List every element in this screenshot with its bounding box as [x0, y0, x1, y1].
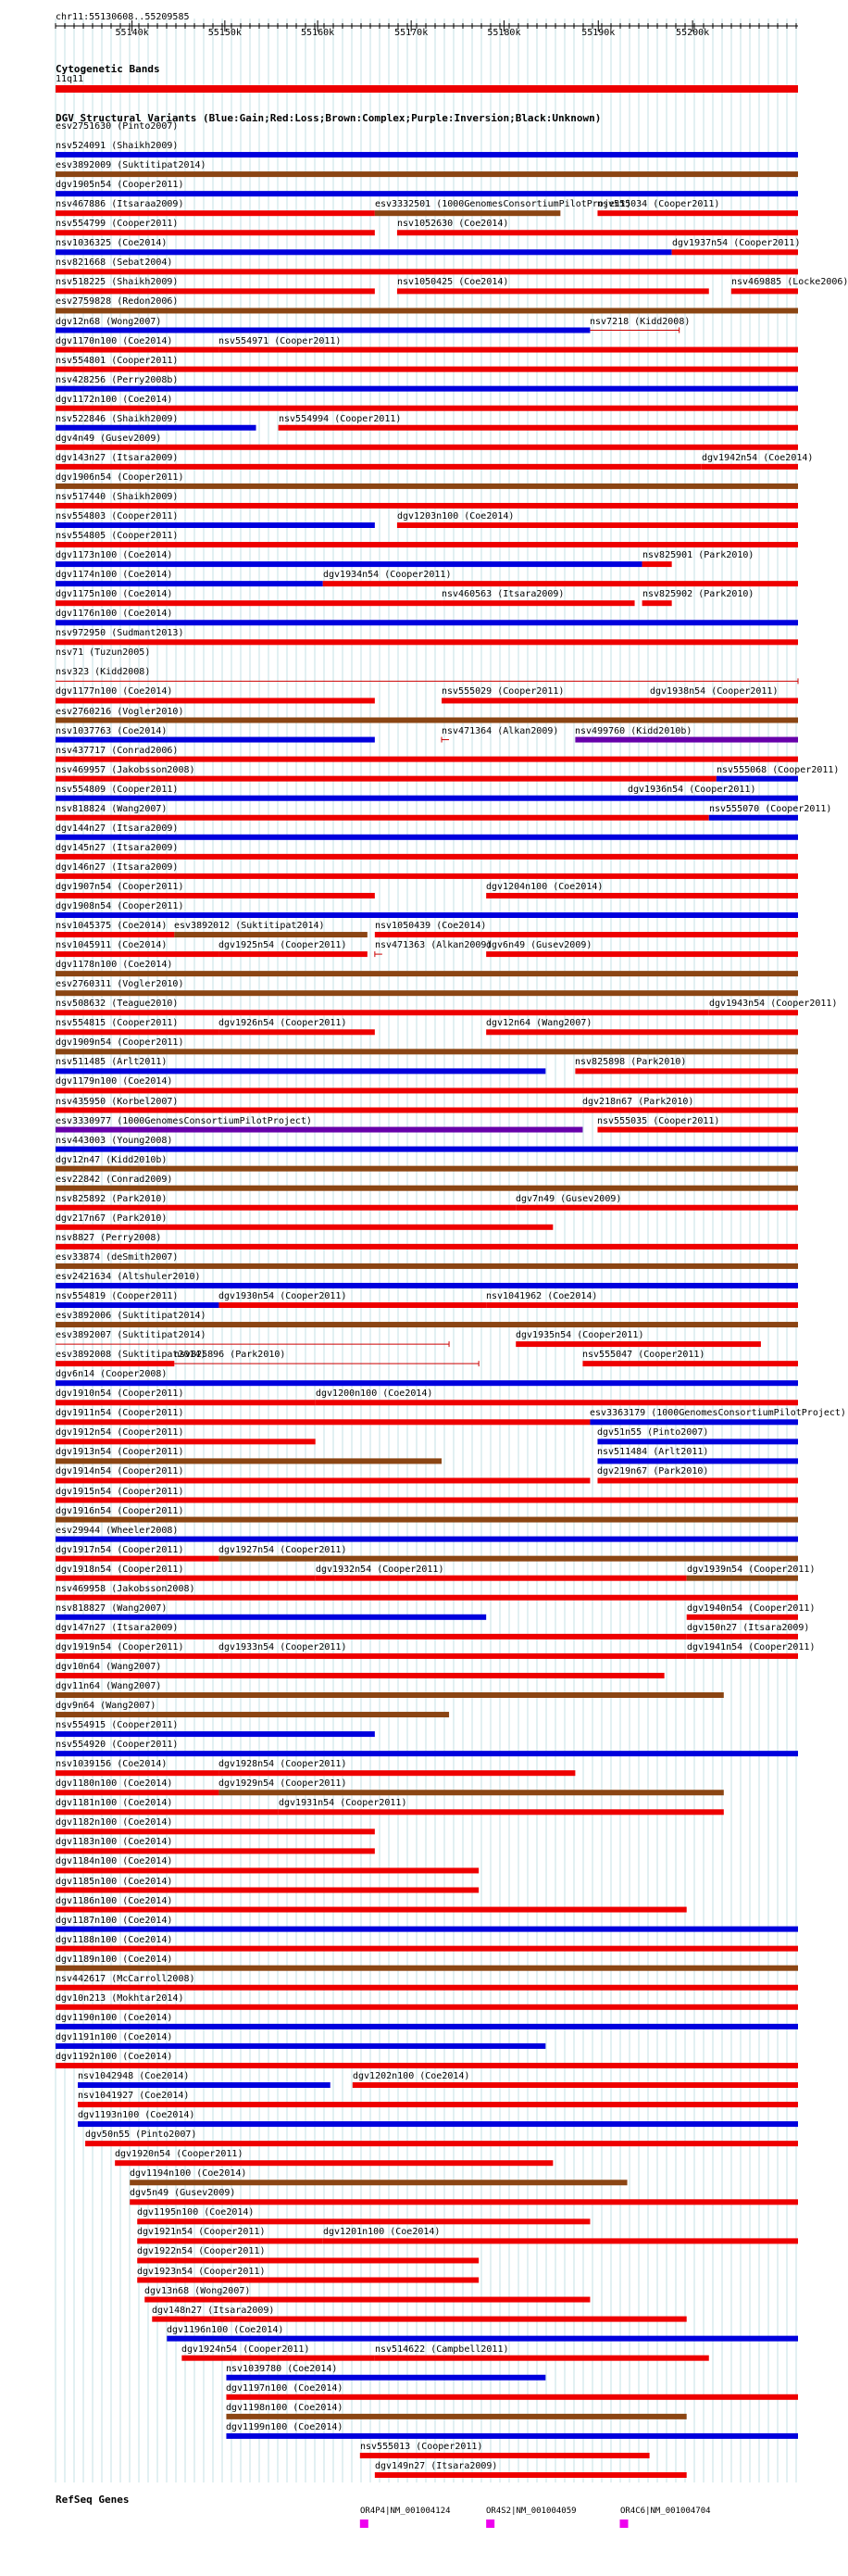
variant-label: dgv51n55 (Pinto2007) — [597, 1427, 709, 1438]
variant-label: dgv1203n100 (Coe2014) — [397, 511, 515, 521]
variant-label: nsv518225 (Shaikh2009) — [56, 277, 179, 287]
variant-label: dgv1920n54 (Cooper2011) — [115, 2149, 243, 2159]
variant-label: nsv825898 (Park2010) — [575, 1057, 687, 1067]
variant-label: dgv1191n100 (Coe2014) — [56, 2032, 173, 2042]
variant-label: nsv469957 (Jakobsson2008) — [56, 765, 195, 775]
variant-label: dgv1936n54 (Cooper2011) — [628, 785, 756, 795]
variant-label: dgv1941n54 (Cooper2011) — [687, 1642, 816, 1652]
variant-label: dgv148n27 (Itsara2009) — [152, 2306, 275, 2316]
variant-label: nsv821668 (Sebat2004) — [56, 258, 173, 268]
variant-label: dgv1937n54 (Cooper2011) — [672, 238, 801, 248]
variant-label: dgv50n55 (Pinto2007) — [85, 2130, 197, 2140]
variant-label: nsv825892 (Park2010) — [56, 1194, 168, 1204]
variant-label: nsv818827 (Wang2007) — [56, 1603, 168, 1614]
variant-label: dgv12n47 (Kidd2010b) — [56, 1155, 168, 1165]
ruler-tick-label: 55160k — [301, 28, 335, 38]
refseq-title: RefSeq Genes — [56, 2494, 130, 2506]
variant-label: nsv511484 (Arlt2011) — [597, 1447, 709, 1457]
variant-label: nsv467886 (Itsaraa2009) — [56, 199, 184, 209]
variant-label: nsv1036325 (Coe2014) — [56, 238, 168, 248]
variant-label: nsv554801 (Cooper2011) — [56, 356, 179, 366]
ruler-tick-label: 55170k — [394, 28, 429, 38]
variant-label: nsv554994 (Cooper2011) — [279, 414, 402, 424]
ruler-tick-label: 55150k — [207, 28, 242, 38]
variant-label: dgv1190n100 (Coe2014) — [56, 2013, 173, 2023]
variant-label: nsv554920 (Cooper2011) — [56, 1740, 179, 1750]
variant-label: nsv71 (Tuzun2005) — [56, 647, 151, 658]
variant-label: nsv443003 (Young2008) — [56, 1136, 173, 1146]
gene-label: OR4C6|NM_001004704 — [620, 2507, 711, 2516]
variant-label: dgv1925n54 (Cooper2011) — [218, 940, 347, 950]
variant-label: nsv818824 (Wang2007) — [56, 804, 168, 814]
variant-label: nsv435950 (Korbel2007) — [56, 1097, 179, 1107]
variant-label: dgv6n49 (Gusev2009) — [486, 940, 592, 950]
variant-label: esv3892008 (Suktitipat2014) — [56, 1350, 206, 1360]
variant-label: esv33874 (deSmith2007) — [56, 1252, 179, 1263]
variant-label: nsv554819 (Cooper2011) — [56, 1291, 179, 1301]
variant-label: nsv1045911 (Coe2014) — [56, 940, 168, 950]
variant-label: esv3892009 (Suktitipat2014) — [56, 160, 206, 170]
variant-label: nsv554815 (Cooper2011) — [56, 1018, 179, 1028]
variant-label: nsv554805 (Cooper2011) — [56, 531, 179, 541]
variant-label: dgv218n67 (Park2010) — [582, 1097, 694, 1107]
variant-label: nsv517440 (Shaikh2009) — [56, 492, 179, 502]
variant-label: nsv460563 (Itsara2009) — [442, 589, 565, 599]
variant-label: dgv1915n54 (Cooper2011) — [56, 1487, 184, 1497]
variant-label: nsv511485 (Arlt2011) — [56, 1057, 168, 1067]
variant-label: dgv6n14 (Cooper2008) — [56, 1369, 168, 1379]
variant-label: esv3892012 (Suktitipat2014) — [174, 921, 325, 931]
variant-label: dgv1926n54 (Cooper2011) — [218, 1018, 347, 1028]
variant-label: nsv555070 (Cooper2011) — [709, 804, 832, 814]
variant-label: dgv1193n100 (Coe2014) — [78, 2110, 195, 2120]
variant-label: dgv1924n54 (Cooper2011) — [181, 2344, 310, 2355]
variant-label: dgv1911n54 (Cooper2011) — [56, 1408, 184, 1418]
variant-label: nsv428256 (Perry2008b) — [56, 375, 179, 385]
variant-label: dgv1192n100 (Coe2014) — [56, 2052, 173, 2062]
variant-label: nsv555035 (Cooper2011) — [597, 1116, 720, 1126]
variant-label: nsv825902 (Park2010) — [642, 589, 754, 599]
variant-label: nsv555029 (Cooper2011) — [442, 686, 565, 697]
variant-label: dgv1195n100 (Coe2014) — [137, 2207, 255, 2218]
variant-label: nsv555047 (Cooper2011) — [582, 1350, 705, 1360]
variant-label: dgv146n27 (Itsara2009) — [56, 862, 179, 873]
variant-label: nsv554915 (Cooper2011) — [56, 1720, 179, 1730]
variant-label: dgv12n64 (Wang2007) — [486, 1018, 592, 1028]
ruler-tick-label: 55200k — [676, 28, 710, 38]
cytoband-label: 11q11 — [56, 74, 84, 84]
variant-label: dgv1927n54 (Cooper2011) — [218, 1545, 347, 1555]
variant-label: dgv7n49 (Gusev2009) — [516, 1194, 622, 1204]
variant-label: nsv1045375 (Coe2014) — [56, 921, 168, 931]
variant-label: nsv469958 (Jakobsson2008) — [56, 1584, 195, 1594]
variant-label: dgv219n67 (Park2010) — [597, 1466, 709, 1476]
variant-label: dgv1931n54 (Cooper2011) — [279, 1798, 407, 1808]
variant-label: dgv1942n54 (Coe2014) — [702, 453, 814, 463]
variant-label: esv3363179 (1000GenomesConsortiumPilotProject) — [590, 1408, 846, 1418]
variant-label: dgv1938n54 (Cooper2011) — [650, 686, 779, 697]
variant-label: dgv1177n100 (Coe2014) — [56, 686, 173, 697]
variant-label: dgv143n27 (Itsara2009) — [56, 453, 179, 463]
variant-label: nsv554803 (Cooper2011) — [56, 511, 179, 521]
variant-label: dgv1170n100 (Coe2014) — [56, 336, 173, 346]
ruler-tick-label: 55140k — [115, 28, 149, 38]
variant-label: nsv508632 (Teague2010) — [56, 999, 179, 1009]
variant-label: dgv13n68 (Wong2007) — [144, 2286, 251, 2296]
variant-label: nsv555013 (Cooper2011) — [360, 2442, 483, 2452]
variant-label: esv3892007 (Suktitipat2014) — [56, 1330, 206, 1340]
variant-label: dgv1940n54 (Cooper2011) — [687, 1603, 816, 1614]
variant-label: dgv1919n54 (Cooper2011) — [56, 1642, 184, 1652]
variant-label: dgv1912n54 (Cooper2011) — [56, 1427, 184, 1438]
variant-label: dgv9n64 (Wang2007) — [56, 1701, 156, 1711]
variant-label: dgv217n67 (Park2010) — [56, 1213, 168, 1224]
variant-label: dgv1185n100 (Coe2014) — [56, 1877, 173, 1887]
variant-label: nsv555034 (Cooper2011) — [597, 199, 720, 209]
variant-label: dgv1906n54 (Cooper2011) — [56, 472, 184, 483]
variant-label: dgv10n213 (Mokhtar2014) — [56, 1993, 184, 2004]
variant-label: nsv1037763 (Coe2014) — [56, 726, 168, 736]
variant-label: dgv1907n54 (Cooper2011) — [56, 882, 184, 892]
gene-label: OR4S2|NM_001004059 — [486, 2507, 577, 2516]
variant-label: dgv1922n54 (Cooper2011) — [137, 2246, 266, 2256]
variant-label: dgv1916n54 (Cooper2011) — [56, 1506, 184, 1516]
variant-label: dgv1918n54 (Cooper2011) — [56, 1564, 184, 1575]
variant-label: dgv1929n54 (Cooper2011) — [218, 1778, 347, 1789]
variant-label: dgv1196n100 (Coe2014) — [167, 2325, 284, 2335]
variant-label: dgv1188n100 (Coe2014) — [56, 1935, 173, 1945]
dgv-title: DGV Structural Variants (Blue:Gain;Red:Loss;Brown:Complex;Purple:Inversion;Black:Unknown) — [56, 112, 602, 124]
variant-label: nsv522846 (Shaikh2009) — [56, 414, 179, 424]
variant-label: dgv1905n54 (Cooper2011) — [56, 180, 184, 190]
variant-label: dgv1199n100 (Coe2014) — [226, 2422, 343, 2432]
variant-label: dgv1932n54 (Cooper2011) — [316, 1564, 444, 1575]
variant-label: nsv524091 (Shaikh2009) — [56, 141, 179, 151]
variant-label: nsv554971 (Cooper2011) — [218, 336, 342, 346]
variant-label: nsv1041927 (Coe2014) — [78, 2091, 190, 2101]
variant-label: nsv1039780 (Coe2014) — [226, 2364, 338, 2374]
variant-label: dgv1198n100 (Coe2014) — [226, 2403, 343, 2413]
variant-label: dgv1934n54 (Cooper2011) — [323, 570, 452, 580]
variant-label: nsv499760 (Kidd2010b) — [575, 726, 692, 736]
variant-label: nsv1039156 (Coe2014) — [56, 1759, 168, 1769]
variant-label: nsv471363 (Alkan2009) — [375, 940, 493, 950]
variant-label: dgv1176n100 (Coe2014) — [56, 609, 173, 619]
variant-label: dgv1917n54 (Cooper2011) — [56, 1545, 184, 1555]
variant-label: nsv7218 (Kidd2008) — [590, 317, 691, 327]
variant-label: dgv1202n100 (Coe2014) — [353, 2071, 470, 2081]
variant-label: dgv150n27 (Itsara2009) — [687, 1623, 810, 1633]
variant-label: dgv1175n100 (Coe2014) — [56, 589, 173, 599]
variant-label: dgv1184n100 (Coe2014) — [56, 1856, 173, 1866]
variant-label: dgv149n27 (Itsara2009) — [375, 2461, 498, 2471]
variant-label: dgv145n27 (Itsara2009) — [56, 843, 179, 853]
variant-label: nsv555068 (Cooper2011) — [717, 765, 840, 775]
variant-label: esv2760216 (Vogler2010) — [56, 707, 184, 717]
variant-label: nsv554799 (Cooper2011) — [56, 219, 179, 229]
cytoband-title: Cytogenetic Bands — [56, 63, 160, 75]
variant-label: dgv5n49 (Gusev2009) — [130, 2188, 236, 2198]
gene-label: OR4P4|NM_001004124 — [360, 2507, 451, 2516]
variant-label: dgv1173n100 (Coe2014) — [56, 550, 173, 560]
variant-label: nsv825901 (Park2010) — [642, 550, 754, 560]
variant-label: esv3332501 (1000GenomesConsortiumPilotProject) — [375, 199, 631, 209]
variant-label: dgv4n49 (Gusev2009) — [56, 434, 162, 444]
variant-label: dgv1178n100 (Coe2014) — [56, 960, 173, 970]
variant-label: dgv1935n54 (Cooper2011) — [516, 1330, 644, 1340]
variant-label: dgv1187n100 (Coe2014) — [56, 1916, 173, 1926]
variant-label: dgv1913n54 (Cooper2011) — [56, 1447, 184, 1457]
variant-label: nsv442617 (McCarroll2008) — [56, 1974, 195, 1984]
variant-label: dgv12n68 (Wong2007) — [56, 317, 162, 327]
variant-label: esv22842 (Conrad2009) — [56, 1175, 173, 1185]
variant-label: dgv1943n54 (Cooper2011) — [709, 999, 838, 1009]
ruler-tick-label: 55190k — [581, 28, 616, 38]
variant-label: dgv1181n100 (Coe2014) — [56, 1798, 173, 1808]
variant-label: nsv554809 (Cooper2011) — [56, 785, 179, 795]
variant-label: dgv1914n54 (Cooper2011) — [56, 1466, 184, 1476]
variant-label: dgv1172n100 (Coe2014) — [56, 395, 173, 405]
variant-label: dgv1939n54 (Cooper2011) — [687, 1564, 816, 1575]
variant-label: esv3330977 (1000GenomesConsortiumPilotProject) — [56, 1116, 312, 1126]
variant-label: nsv1050425 (Coe2014) — [397, 277, 509, 287]
coordinate-title: chr11:55130608..55209585 — [56, 12, 190, 22]
variant-label: esv29944 (Wheeler2008) — [56, 1526, 179, 1536]
variant-label: dgv1204n100 (Coe2014) — [486, 882, 604, 892]
variant-label: nsv471364 (Alkan2009) — [442, 726, 559, 736]
variant-label: dgv1923n54 (Cooper2011) — [137, 2267, 266, 2277]
variant-label: dgv1189n100 (Coe2014) — [56, 1954, 173, 1965]
variant-label: dgv1928n54 (Cooper2011) — [218, 1759, 347, 1769]
variant-label: dgv10n64 (Wang2007) — [56, 1662, 162, 1672]
variant-label: nsv825896 (Park2010) — [174, 1350, 286, 1360]
variant-label: dgv1200n100 (Coe2014) — [316, 1389, 433, 1399]
variant-label: nsv1041962 (Coe2014) — [486, 1291, 598, 1301]
variant-label: dgv1930n54 (Cooper2011) — [218, 1291, 347, 1301]
variant-label: nsv1052630 (Coe2014) — [397, 219, 509, 229]
variant-label: esv2759828 (Redon2006) — [56, 296, 179, 307]
variant-label: dgv144n27 (Itsara2009) — [56, 823, 179, 834]
variant-label: dgv1197n100 (Coe2014) — [226, 2383, 343, 2394]
variant-label: dgv1182n100 (Coe2014) — [56, 1817, 173, 1828]
variant-label: nsv437717 (Conrad2006) — [56, 746, 179, 756]
variant-label: dgv1194n100 (Coe2014) — [130, 2168, 247, 2179]
variant-label: esv2760311 (Vogler2010) — [56, 979, 184, 989]
variant-label: dgv1910n54 (Cooper2011) — [56, 1389, 184, 1399]
variant-label: nsv514622 (Campbell2011) — [375, 2344, 509, 2355]
variant-label: nsv972950 (Sudmant2013) — [56, 628, 184, 638]
variant-label: esv3892006 (Suktitipat2014) — [56, 1311, 206, 1321]
variant-label: dgv1186n100 (Coe2014) — [56, 1896, 173, 1906]
variant-label: esv2751630 (Pinto2007) — [56, 121, 179, 132]
variant-label: dgv147n27 (Itsara2009) — [56, 1623, 179, 1633]
variant-label: dgv1174n100 (Coe2014) — [56, 570, 173, 580]
variant-label: esv2421634 (Altshuler2010) — [56, 1272, 201, 1282]
variant-label: dgv1933n54 (Cooper2011) — [218, 1642, 347, 1652]
variant-label: dgv1201n100 (Coe2014) — [323, 2227, 441, 2237]
variant-label: nsv1050439 (Coe2014) — [375, 921, 487, 931]
variant-label: nsv8827 (Perry2008) — [56, 1233, 162, 1243]
variant-label: dgv1179n100 (Coe2014) — [56, 1076, 173, 1087]
variant-label: nsv1042948 (Coe2014) — [78, 2071, 190, 2081]
variant-label: dgv1183n100 (Coe2014) — [56, 1837, 173, 1847]
variant-label: nsv469885 (Locke2006) — [731, 277, 848, 287]
variant-label: dgv11n64 (Wang2007) — [56, 1681, 162, 1691]
variant-label: dgv1909n54 (Cooper2011) — [56, 1037, 184, 1048]
ruler-tick-label: 55180k — [487, 28, 521, 38]
variant-label: dgv1908n54 (Cooper2011) — [56, 901, 184, 911]
variant-label: dgv1180n100 (Coe2014) — [56, 1778, 173, 1789]
variant-label: nsv323 (Kidd2008) — [56, 667, 151, 677]
variant-label: dgv1921n54 (Cooper2011) — [137, 2227, 266, 2237]
